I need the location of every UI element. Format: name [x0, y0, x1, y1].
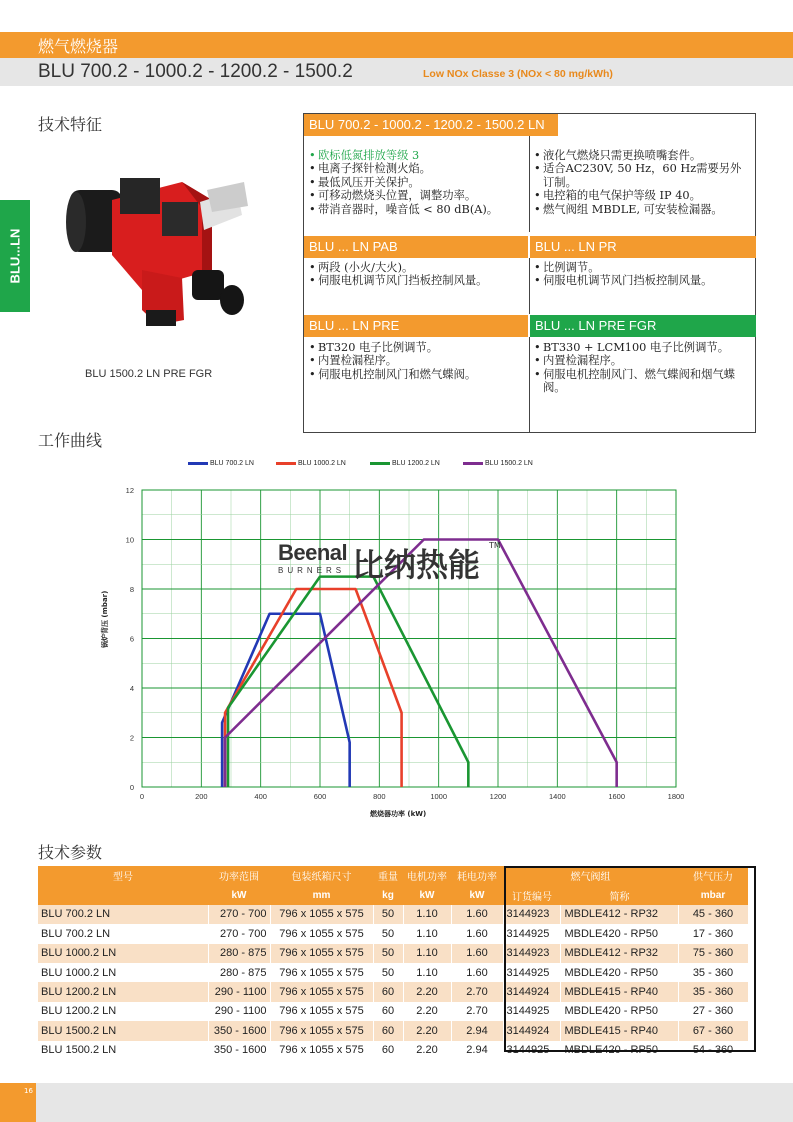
- side-tab-label: BLU...LN: [7, 228, 23, 284]
- table-cell: BLU 700.2 LN: [38, 924, 208, 943]
- table-cell: BLU 1200.2 LN: [38, 1002, 208, 1021]
- table-cell: 796 x 1055 x 575: [270, 944, 373, 963]
- table-cell: 1.10: [403, 924, 451, 943]
- table-cell: 50: [373, 905, 403, 924]
- table-cell: 2.94: [451, 1021, 503, 1040]
- table-cell: 290 - 1100: [208, 1002, 270, 1021]
- features-divider: [529, 258, 530, 314]
- table-cell: BLU 1500.2 LN: [38, 1021, 208, 1040]
- table-cell: 67 - 360: [678, 1021, 748, 1040]
- model-range-title: BLU 700.2 - 1000.2 - 1200.2 - 1500.2: [38, 61, 353, 82]
- table-cell: 1.60: [451, 963, 503, 982]
- col-header: 电机功率: [403, 866, 451, 885]
- table-cell: 1.60: [451, 905, 503, 924]
- features-left-list: [309, 149, 527, 216]
- table-cell: 60: [373, 1041, 403, 1060]
- burner-product-image: [62, 160, 272, 340]
- x-tick-label: 1400: [548, 792, 566, 801]
- table-cell: 60: [373, 1002, 403, 1021]
- y-tick-label: 8: [129, 585, 134, 594]
- features-main-header: BLU 700.2 - 1000.2 - 1200.2 - 1500.2 LN: [304, 114, 558, 136]
- table-cell: BLU 1000.2 LN: [38, 944, 208, 963]
- table-row: [38, 1041, 748, 1060]
- features-section-title: 技术特征: [38, 115, 103, 134]
- unit-header: 订货编号: [503, 885, 561, 904]
- feature-item: • 欧标低氮排放等级 3: [309, 149, 527, 162]
- features-divider: [529, 136, 530, 232]
- brand-watermark-logo: [278, 540, 347, 575]
- y-tick-label: 10: [125, 535, 134, 545]
- table-cell: MBDLE412 - RP32: [561, 905, 678, 924]
- feature-item: • 电离子探针检测火焰。: [309, 162, 527, 175]
- table-cell: 3144925: [503, 1041, 561, 1060]
- feature-item: • 电控箱的电气保护等级 IP 40。: [534, 189, 752, 202]
- col-header: 功率范围: [208, 866, 270, 885]
- table-cell: 3144924: [503, 1021, 561, 1040]
- legend-label: BLU 700.2 LN: [210, 460, 254, 467]
- table-cell: 1.60: [451, 944, 503, 963]
- feature-item: • BT330 + LCM100 电子比例调节。: [534, 341, 752, 354]
- x-tick-label: 600: [313, 792, 327, 801]
- table-cell: 280 - 875: [208, 944, 270, 963]
- unit-header: kg: [373, 885, 403, 904]
- feature-item: • 伺服电机调节风门挡板控制风量。: [309, 274, 527, 287]
- table-cell: 3144923: [503, 905, 561, 924]
- feature-item: • 伺服电机调节风门挡板控制风量。: [534, 274, 752, 287]
- table-cell: 796 x 1055 x 575: [270, 1002, 373, 1021]
- table-cell: 290 - 1100: [208, 982, 270, 1001]
- table-cell: 35 - 360: [678, 982, 748, 1001]
- table-cell: MBDLE420 - RP50: [561, 924, 678, 943]
- table-cell: MBDLE420 - RP50: [561, 963, 678, 982]
- table-cell: 350 - 1600: [208, 1021, 270, 1040]
- feature-item: • BT320 电子比例调节。: [309, 341, 527, 354]
- table-row: [38, 963, 748, 982]
- features-table: [303, 113, 756, 433]
- legend-swatch: [370, 462, 390, 465]
- feature-item: • 内置检漏程序。: [309, 354, 527, 367]
- pr-header: BLU ... LN PR: [530, 236, 756, 258]
- table-cell: 2.20: [403, 982, 451, 1001]
- chart-svg: [100, 478, 700, 823]
- table-cell: 3144923: [503, 944, 561, 963]
- features-divider: [529, 337, 530, 432]
- table-row: [38, 1021, 748, 1040]
- feature-item: • 液化气燃烧只需更换喷嘴套件。: [534, 149, 752, 162]
- legend-item: [370, 460, 440, 467]
- y-axis-label: 锅炉背压 (mbar): [101, 590, 109, 648]
- table-cell: 270 - 700: [208, 924, 270, 943]
- table-cell: 796 x 1055 x 575: [270, 924, 373, 943]
- table-cell: 2.70: [451, 982, 503, 1001]
- x-tick-label: 200: [195, 792, 208, 801]
- table-cell: 54 - 360: [678, 1041, 748, 1060]
- performance-curve-chart: [100, 478, 700, 823]
- table-cell: 50: [373, 944, 403, 963]
- col-header: 耗电功率: [451, 866, 503, 885]
- y-tick-label: 4: [129, 684, 134, 693]
- unit-header: mbar: [678, 885, 748, 904]
- table-cell: 2.20: [403, 1041, 451, 1060]
- table-row: [38, 905, 748, 924]
- legend-swatch: [463, 462, 483, 465]
- feature-item: • 最低风压开关保护。: [309, 176, 527, 189]
- pab-header: BLU ... LN PAB: [304, 236, 528, 258]
- table-cell: 3144925: [503, 963, 561, 982]
- feature-item: • 比例调节。: [534, 261, 752, 274]
- col-header: 型号: [38, 866, 208, 885]
- table-cell: 2.70: [451, 1002, 503, 1021]
- table-cell: MBDLE412 - RP32: [561, 944, 678, 963]
- x-tick-label: 1800: [667, 792, 685, 801]
- x-tick-label: 1200: [489, 792, 507, 801]
- table-cell: 2.20: [403, 1021, 451, 1040]
- table-cell: 796 x 1055 x 575: [270, 905, 373, 924]
- feature-item: • 伺服电机控制风门和燃气蝶阀。: [309, 368, 527, 381]
- feature-item: • 伺服电机控制风门、燃气蝶阀和烟气蝶阀。: [534, 368, 752, 395]
- table-cell: 2.94: [451, 1041, 503, 1060]
- table-cell: 60: [373, 1021, 403, 1040]
- table-row: [38, 944, 748, 963]
- series-line: [222, 614, 350, 787]
- table-cell: 50: [373, 924, 403, 943]
- pre-fgr-header: BLU ... LN PRE FGR: [530, 315, 756, 337]
- legend-item: [188, 460, 254, 467]
- x-axis-label: 燃烧器功率 (kW): [370, 810, 427, 818]
- x-tick-label: 400: [254, 792, 267, 801]
- nox-class-label: Low NOx Classe 3 (NOx < 80 mg/kWh): [423, 68, 613, 80]
- y-tick-label: 2: [129, 733, 134, 743]
- table-cell: 2.20: [403, 1002, 451, 1021]
- x-tick-label: 1600: [608, 792, 626, 801]
- unit-header: kW: [403, 885, 451, 904]
- category-title: 燃气燃烧器: [38, 37, 119, 56]
- features-right-list: [534, 149, 752, 216]
- feature-item: • 带消音器时，噪音低 < 80 dB(A)。: [309, 203, 527, 216]
- y-tick-label: 12: [125, 486, 134, 495]
- col-header: 燃气阀组: [503, 866, 678, 885]
- table-cell: BLU 1000.2 LN: [38, 963, 208, 982]
- table-cell: 280 - 875: [208, 963, 270, 982]
- table-cell: MBDLE420 - RP50: [561, 1041, 678, 1060]
- legend-item: [463, 460, 533, 467]
- table-cell: 796 x 1055 x 575: [270, 982, 373, 1001]
- table-cell: 796 x 1055 x 575: [270, 1021, 373, 1040]
- x-tick-label: 800: [373, 792, 386, 801]
- brand-sub: BURNERS: [278, 566, 346, 575]
- table-cell: 270 - 700: [208, 905, 270, 924]
- tech-params-table: [38, 866, 749, 1060]
- brand-cn: 比纳热能: [352, 546, 481, 584]
- table-cell: 50: [373, 963, 403, 982]
- unit-header: [38, 885, 208, 904]
- page-number-box: [0, 1083, 36, 1122]
- pre-header: BLU ... LN PRE: [304, 315, 528, 337]
- col-header: 重量: [373, 866, 403, 885]
- table-row: [38, 1002, 748, 1021]
- table-cell: BLU 1200.2 LN: [38, 982, 208, 1001]
- pre-fgr-list: [534, 341, 752, 395]
- side-section-tab: [0, 200, 30, 312]
- table-cell: 1.10: [403, 905, 451, 924]
- curve-section-title: 工作曲线: [38, 431, 103, 450]
- brand-tm: TM: [489, 541, 501, 550]
- page-number: 16: [24, 1087, 33, 1095]
- category-bar: [0, 32, 793, 58]
- table-cell: 17 - 360: [678, 924, 748, 943]
- table-cell: MBDLE415 - RP40: [561, 1021, 678, 1040]
- col-header: 供气压力: [678, 866, 748, 885]
- series-line: [228, 577, 468, 787]
- feature-item: • 内置检漏程序。: [534, 354, 752, 367]
- table-cell: MBDLE415 - RP40: [561, 982, 678, 1001]
- y-tick-label: 6: [129, 634, 134, 644]
- table-cell: 350 - 1600: [208, 1041, 270, 1060]
- unit-header: kW: [208, 885, 270, 904]
- table-cell: BLU 1500.2 LN: [38, 1041, 208, 1060]
- legend-label: BLU 1500.2 LN: [485, 460, 533, 467]
- legend-label: BLU 1200.2 LN: [392, 460, 440, 467]
- legend-label: BLU 1000.2 LN: [298, 460, 346, 467]
- params-section-title: 技术参数: [38, 843, 103, 862]
- pre-list: [309, 341, 527, 381]
- table-cell: 1.10: [403, 963, 451, 982]
- table-cell: 3144925: [503, 924, 561, 943]
- table-cell: 35 - 360: [678, 963, 748, 982]
- unit-header: kW: [451, 885, 503, 904]
- x-tick-label: 1000: [430, 792, 448, 801]
- table-row: [38, 982, 748, 1001]
- feature-item: • 燃气阀组 MBDLE, 可安装检漏器。: [534, 203, 752, 216]
- table-cell: 796 x 1055 x 575: [270, 963, 373, 982]
- model-bar: [0, 58, 793, 86]
- legend-swatch: [188, 462, 208, 465]
- table-row: [38, 924, 748, 943]
- table-cell: 3144925: [503, 1002, 561, 1021]
- legend-swatch: [276, 462, 296, 465]
- y-tick-label: 0: [129, 783, 134, 792]
- pr-list: [534, 261, 752, 288]
- table-cell: 796 x 1055 x 575: [270, 1041, 373, 1060]
- brand-name: Beenal: [278, 540, 348, 565]
- table-cell: 3144924: [503, 982, 561, 1001]
- col-header: 包装纸箱尺寸: [270, 866, 373, 885]
- table-cell: 45 - 360: [678, 905, 748, 924]
- pab-list: [309, 261, 527, 288]
- feature-item: • 可移动燃烧头位置，调整功率。: [309, 189, 527, 202]
- legend-item: [276, 460, 346, 467]
- unit-header: mm: [270, 885, 373, 904]
- table-cell: 1.60: [451, 924, 503, 943]
- table-cell: MBDLE420 - RP50: [561, 1002, 678, 1021]
- x-tick-label: 0: [139, 792, 145, 801]
- table-cell: 60: [373, 982, 403, 1001]
- table-cell: 1.10: [403, 944, 451, 963]
- unit-header: 简称: [561, 885, 678, 904]
- feature-item: • 两段 (小火/大火)。: [309, 261, 527, 274]
- feature-item: • 适合AC230V, 50 Hz，60 Hz需要另外订制。: [534, 162, 752, 189]
- table-cell: 75 - 360: [678, 944, 748, 963]
- product-caption: BLU 1500.2 LN PRE FGR: [85, 368, 213, 380]
- table-cell: 27 - 360: [678, 1002, 748, 1021]
- table-cell: BLU 700.2 LN: [38, 905, 208, 924]
- page-footer: [0, 1083, 793, 1122]
